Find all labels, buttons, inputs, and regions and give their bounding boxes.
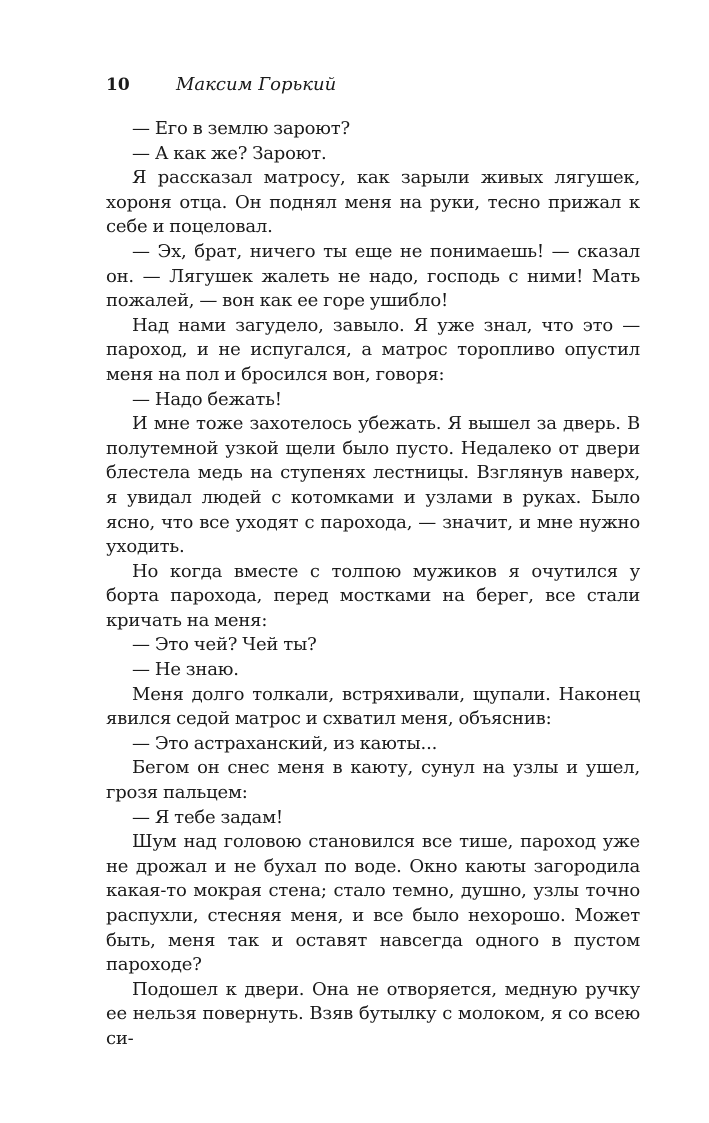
paragraph: Шум над головою становился все тише, пароход уже не дрожал и не бухал по воде. Окно каюты загородила какая-то мокрая стена; стало темно, душно, узлы точно распухли, стесняя меня, и все было нехорошо. Может быть, меня так и оставят навсегда одного в пустом пароходе?: [106, 831, 640, 976]
paragraph: Над нами загудело, завыло. Я уже знал, что это — пароход, и не испугался, а матрос торопливо опустил меня на пол и бросился вон, говоря:: [106, 314, 640, 385]
dialogue-line: — Не знаю.: [132, 659, 239, 681]
body-text: [106, 117, 640, 1052]
dialogue-line: — Это астраханский, из каюты...: [132, 732, 438, 754]
dialogue-line: — Я тебе задам!: [132, 806, 283, 828]
paragraph: Меня долго толкали, встряхивали, щупали. Наконец явился седой матрос и схватил меня, объяснив:: [106, 683, 640, 730]
paragraph: Но когда вместе с толпою мужиков я очутился у борта парохода, перед мостками на берег, все стали кричать на меня:: [106, 560, 640, 631]
paragraph: И мне тоже захотелось убежать. Я вышел за дверь. В полутемной узкой щели было пусто. Недалеко от двери блестела медь на ступенях лестницы. Взглянув наверх, я увидал людей с котомками и узлами в руках. Было ясно, что все уходят с парохода, — значит, и мне нужно уходить.: [106, 413, 640, 558]
paragraph: Я рассказал матросу, как зарыли живых лягушек, хороня отца. Он поднял меня на руки, тесно прижал к себе и поцеловал.: [106, 167, 640, 238]
paragraph: Подошел к двери. Она не отворяется, медную ручку ее нельзя повернуть. Взяв бутылку с молоком, я со всею си-: [106, 978, 640, 1049]
page-header: [106, 72, 641, 98]
dialogue-line: — Это чей? Чей ты?: [132, 634, 317, 656]
dialogue-line: — Эх, брат, ничего ты еще не понимаешь! — сказал он. — Лягушек жалеть не надо, господь с ними! Мать пожалей, — вон как ее горе ушибло!: [106, 240, 640, 312]
dialogue-line: — Надо бежать!: [132, 388, 282, 410]
running-title: Максим Горький: [176, 74, 337, 95]
dialogue-line: — А как же? Зароют.: [132, 142, 327, 164]
paragraph: Бегом он снес меня в каюту, сунул на узлы и ушел, грозя пальцем:: [106, 757, 640, 804]
page-number: 10: [106, 75, 130, 95]
dialogue-line: — Его в землю зароют?: [132, 118, 350, 139]
